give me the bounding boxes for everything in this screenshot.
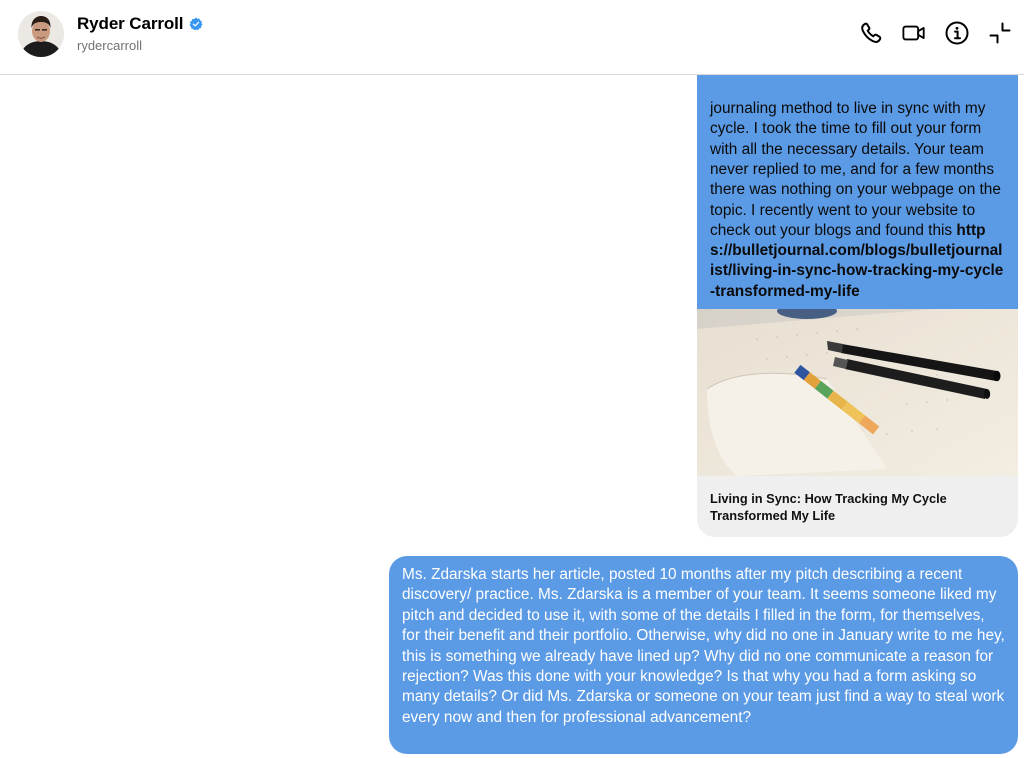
minimize-button[interactable] [988,20,1012,46]
sent-message-text: Ms. Zdarska starts her article, posted 10 months after my pitch describing a recent discovery/ practice. Ms. Zdarska is a member of your team. It seems someone liked my pitch and decided to use it, with some of the details I filled in the form, for themselves, for their benefit and their portfolio. Otherwise, why did no one in January write to me hey, this is something we already have lined up? Why did no one communicate a reason for rejection? Was this done with your knowledge? Is that why you had a form asking so many details? Or did Ms. Zdarska or someone on your team just find a way to steal work every now and then for professional advancement? [402,566,1005,726]
video-call-button[interactable] [902,20,926,46]
shared-post-message[interactable] [697,75,1018,537]
header-actions [859,20,1012,46]
link-preview-title[interactable]: Living in Sync: How Tracking My Cycle Transformed My Life [710,491,947,523]
sent-message-bubble[interactable] [389,556,1018,754]
audio-call-button[interactable] [859,20,883,46]
contact-name-row[interactable] [77,14,203,34]
conversation-header [0,0,1024,75]
minimize-icon [988,21,1012,45]
verified-badge-icon [189,17,203,31]
shared-post-link[interactable]: https://bulletjournal.com/blogs/bulletjournalist/living-in-sync-how-tracking-my-cycle-transformed-my-life [710,221,1004,300]
contact-name[interactable]: Ryder Carroll [77,14,184,33]
message-thread[interactable] [0,75,1024,758]
notebook-pens-photo [697,309,1018,476]
shared-post-text-block [697,75,1018,309]
link-preview-image[interactable] [697,309,1018,476]
conversation-info-button[interactable] [945,20,969,46]
contact-username[interactable]: rydercarroll [77,38,143,53]
phone-icon [859,21,883,45]
shared-post-text: journaling method to live in sync with my cycle. I took the time to fill out your form with all the necessary details. Your team never replied to me, and for a few months there was nothing on your webpage on the topic. I recently went to your website to check out your blogs and found this [710,100,1001,239]
avatar[interactable] [18,11,64,57]
profile-photo [18,11,64,57]
info-icon [945,21,969,45]
video-camera-icon [902,21,926,45]
